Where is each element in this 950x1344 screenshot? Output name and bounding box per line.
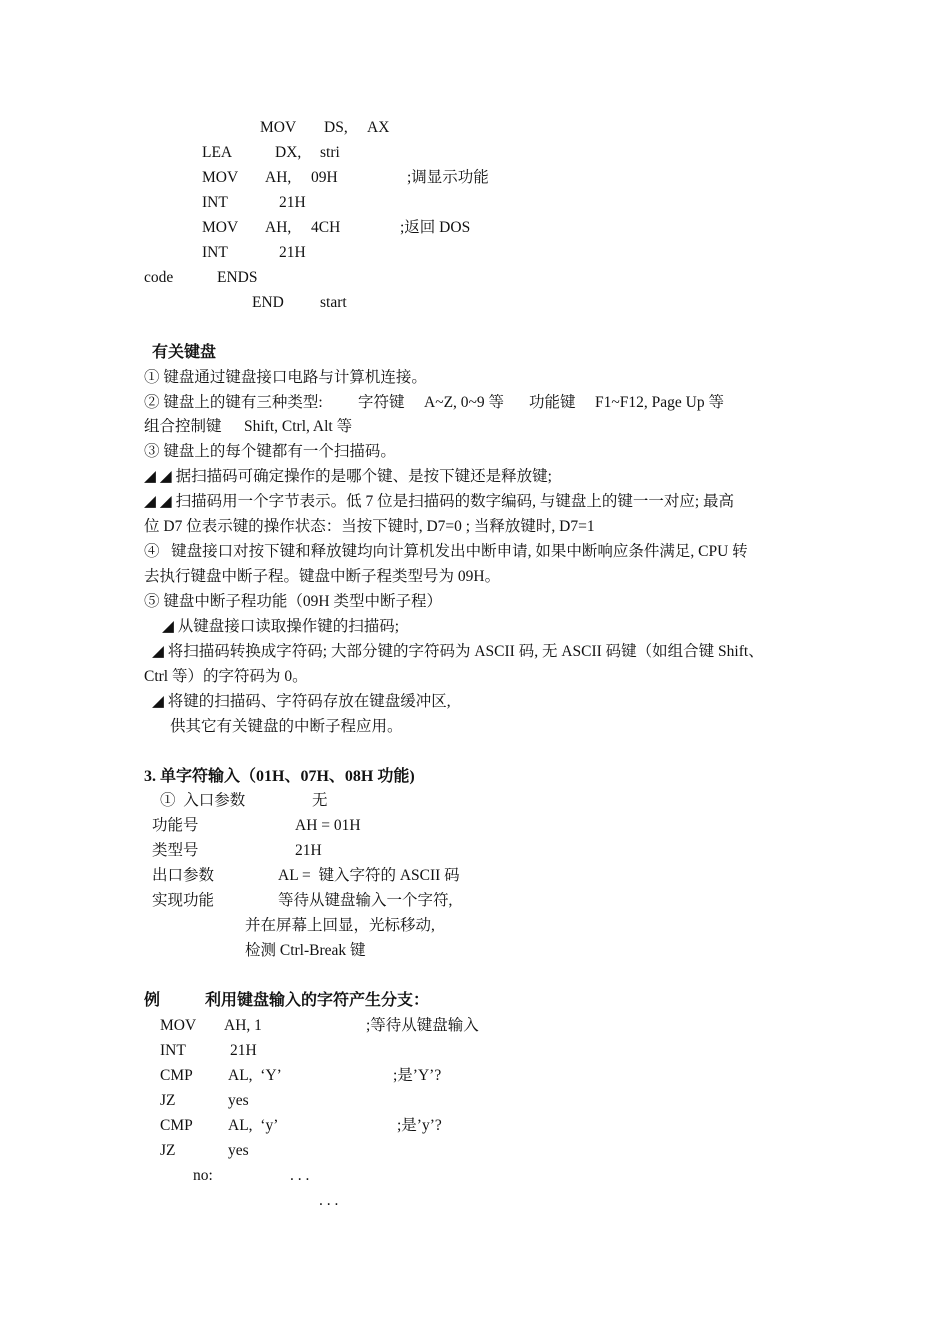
paragraph: ① 键盘通过键盘接口电路与计算机连接。 xyxy=(144,369,427,386)
code-arg: 21H xyxy=(279,194,306,211)
code-op: MOV xyxy=(202,219,239,236)
code-arg: start xyxy=(320,294,347,311)
param-value: 检测 Ctrl-Break 键 xyxy=(245,942,366,959)
paragraph: Ctrl 等）的字符码为 0。 xyxy=(144,668,308,685)
code-op: JZ xyxy=(160,1092,176,1109)
code-arg: 21H xyxy=(230,1042,257,1059)
param-label: ① 入口参数 xyxy=(160,792,246,809)
code-op: JZ xyxy=(160,1142,176,1159)
code-comment: ;是’y’? xyxy=(397,1117,442,1134)
paragraph: F1~F12, Page Up 等 xyxy=(595,394,724,411)
code-op: CMP xyxy=(160,1067,193,1084)
code-arg: AH, xyxy=(265,219,292,236)
paragraph: ⑤ 键盘中断子程功能（09H 类型中断子程） xyxy=(144,593,442,610)
code-op: ENDS xyxy=(217,269,258,286)
param-label: 实现功能 xyxy=(152,892,215,909)
paragraph: Shift, Ctrl, Alt 等 xyxy=(244,418,353,435)
code-ellipsis: . . . xyxy=(319,1192,339,1209)
paragraph: ◢ 将扫描码转换成字符码; 大部分键的字符码为 ASCII 码, 无 ASCII 码键（如组合键 Shift、 xyxy=(152,643,764,660)
code-arg: AL, ‘y’ xyxy=(228,1117,279,1134)
paragraph: A~Z, 0~9 等 xyxy=(424,394,505,411)
param-value: 等待从键盘输入一个字符, xyxy=(278,892,453,909)
param-value: 并在屏幕上回显，光标移动, xyxy=(245,917,435,934)
code-ellipsis: . . . xyxy=(290,1167,310,1184)
code-op: MOV xyxy=(260,119,297,136)
code-op: INT xyxy=(160,1042,186,1059)
code-op: END xyxy=(252,294,284,311)
section-heading: 3. 单字符输入（01H、07H、08H 功能) xyxy=(144,768,415,785)
code-arg: yes xyxy=(228,1092,249,1109)
param-value: AL = 键入字符的 ASCII 码 xyxy=(278,867,460,884)
code-label: no: xyxy=(193,1167,213,1184)
code-op: MOV xyxy=(160,1017,197,1034)
code-op: INT xyxy=(202,194,228,211)
code-arg: 21H xyxy=(279,244,306,261)
paragraph: ③ 键盘上的每个键都有一个扫描码。 xyxy=(144,443,396,460)
code-arg: AL, ‘Y’ xyxy=(228,1067,282,1084)
paragraph: ◢ ◢ 据扫描码可确定操作的是哪个键、是按下键还是释放键; xyxy=(144,468,552,485)
paragraph: 功能键 xyxy=(529,394,576,411)
example-label: 例 xyxy=(144,992,161,1009)
paragraph: 位 D7 位表示键的操作状态：当按下键时, D7=0 ; 当释放键时, D7=1 xyxy=(144,518,595,535)
paragraph: 组合控制键 xyxy=(144,418,222,435)
section-heading: 有关键盘 xyxy=(152,344,217,361)
paragraph: ◢ 将键的扫描码、字符码存放在键盘缓冲区, xyxy=(152,693,451,710)
code-arg: AX xyxy=(367,119,390,136)
code-comment: ;是’Y’? xyxy=(393,1067,442,1084)
paragraph: 去执行键盘中断子程。键盘中断子程类型号为 09H。 xyxy=(144,568,501,585)
param-value: AH = 01H xyxy=(295,817,361,834)
code-arg: DS, xyxy=(324,119,348,136)
param-label: 功能号 xyxy=(152,817,199,834)
code-arg: 4CH xyxy=(311,219,341,236)
paragraph: 供其它有关键盘的中断子程应用。 xyxy=(170,718,403,735)
code-op: MOV xyxy=(202,169,239,186)
example-heading: 利用键盘输入的字符产生分支： xyxy=(205,992,430,1009)
code-comment: ;等待从键盘输入 xyxy=(366,1017,479,1034)
code-arg: 09H xyxy=(311,169,338,186)
paragraph: ④ 键盘接口对按下键和释放键均向计算机发出中断申请, 如果中断响应条件满足, CPU 转 xyxy=(144,543,748,560)
paragraph: 字符键 xyxy=(358,394,405,411)
param-value: 21H xyxy=(295,842,322,859)
paragraph: ◢ ◢ 扫描码用一个字节表示。低 7 位是扫描码的数字编码, 与键盘上的键一一对应; 最高 xyxy=(144,493,735,510)
paragraph: ◢ 从键盘接口读取操作键的扫描码; xyxy=(162,618,400,635)
code-op: CMP xyxy=(160,1117,193,1134)
code-arg: yes xyxy=(228,1142,249,1159)
code-op: LEA xyxy=(202,144,233,161)
param-value: 无 xyxy=(312,792,328,809)
code-arg: DX, xyxy=(275,144,302,161)
param-label: 类型号 xyxy=(152,842,199,859)
param-label: 出口参数 xyxy=(152,867,215,884)
code-arg: AH, xyxy=(265,169,292,186)
code-comment: ;返回 DOS xyxy=(400,219,471,236)
code-label: code xyxy=(144,269,174,286)
paragraph: ② 键盘上的键有三种类型: xyxy=(144,394,323,411)
code-comment: ;调显示功能 xyxy=(407,169,489,186)
code-op: INT xyxy=(202,244,228,261)
code-arg: stri xyxy=(320,144,340,161)
code-arg: AH, 1 xyxy=(224,1017,262,1034)
